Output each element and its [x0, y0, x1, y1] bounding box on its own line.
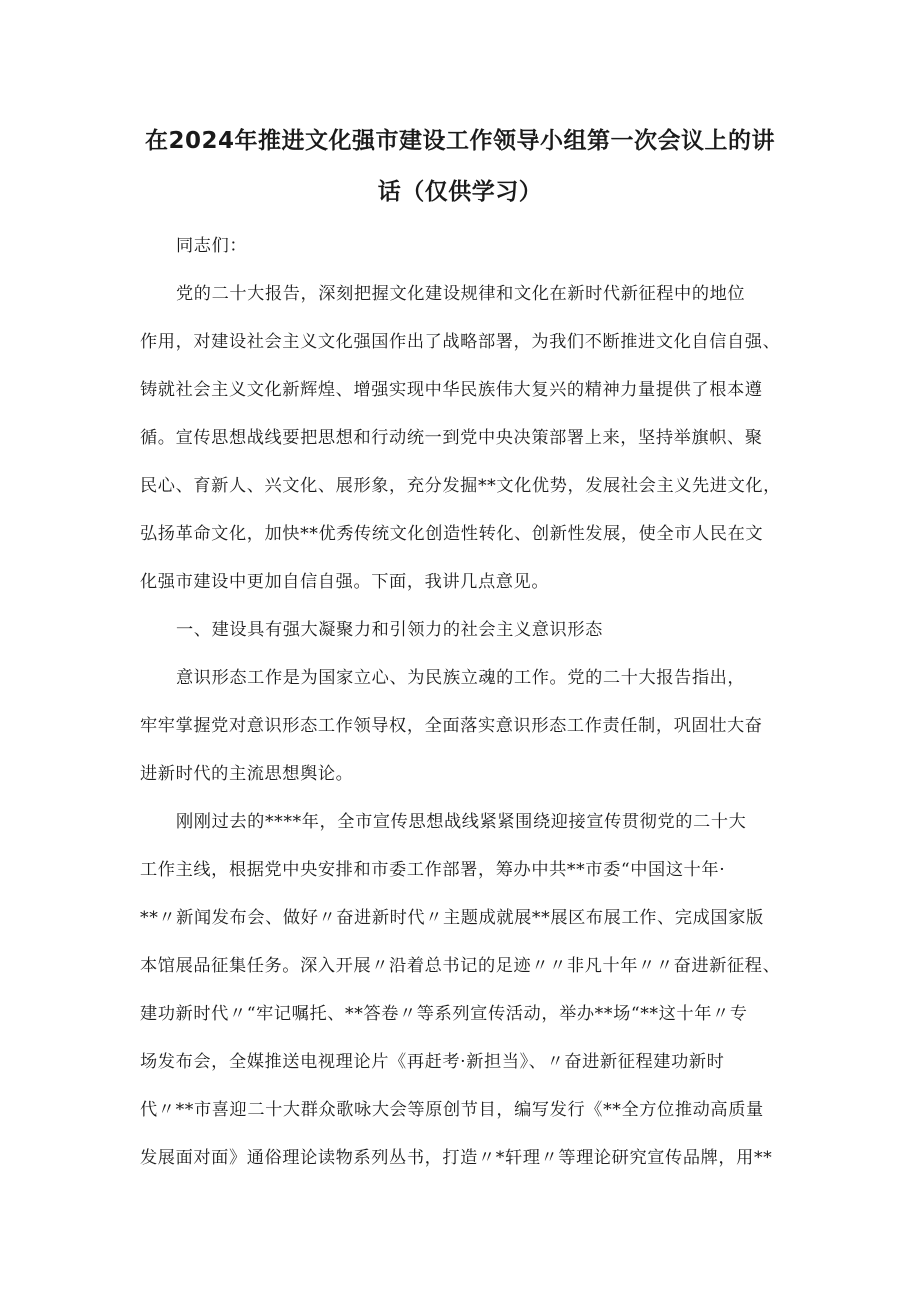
- section-heading: 一、建设具有强大凝聚力和引领力的社会主义意识形态: [176, 620, 603, 640]
- greeting: 同志们：: [176, 236, 248, 256]
- paragraph-line: **〃新闻发布会、做好〃奋进新时代〃主题成就展**展区布展工作、完成国家版: [140, 908, 764, 928]
- paragraph-line: 场发布会，全媒推送电视理论片《再赶考·新担当》、〃奋进新征程建功新时: [140, 1052, 725, 1072]
- paragraph-line: 党的二十大报告，深刻把握文化建设规律和文化在新时代新征程中的地位: [176, 284, 746, 304]
- paragraph-line: 进新时代的主流思想舆论。: [140, 764, 354, 784]
- paragraph-line: 本馆展品征集任务。深入开展〃沿着总书记的足迹〃〃非凡十年〃〃奋进新征程、: [140, 956, 781, 976]
- paragraph-line: 循。宣传思想战线要把思想和行动统一到党中央决策部署上来，坚持举旗帜、聚: [140, 428, 763, 448]
- paragraph-1: [140, 270, 790, 606]
- paragraph-line: 民心、育新人、兴文化、展形象，充分发掘**文化优势，发展社会主义先进文化，: [140, 476, 781, 496]
- paragraph-line: 铸就社会主义文化新辉煌、增强实现中华民族伟大复兴的精神力量提供了根本遵: [140, 380, 763, 400]
- paragraph-line: 作用，对建设社会主义文化强国作出了战略部署，为我们不断推进文化自信自强、: [140, 332, 781, 352]
- section-heading-1: [140, 606, 790, 654]
- paragraph-2: [140, 654, 790, 798]
- document-title-line-2: 话（仅供学习）: [377, 179, 543, 205]
- paragraph-line: 刚刚过去的****年，全市宣传思想战线紧紧围绕迎接宣传贯彻党的二十大: [176, 812, 747, 832]
- paragraph-line: 发展面对面》通俗理论读物系列丛书，打造〃*轩理〃等理论研究宣传品牌，用**: [140, 1148, 773, 1168]
- paragraph-line: 牢牢掌握党对意识形态工作领导权，全面落实意识形态工作责任制，巩固壮大奋: [140, 716, 763, 736]
- document-body: [140, 222, 790, 1182]
- paragraph-3: [140, 798, 790, 1182]
- paragraph-line: 化强市建设中更加自信自强。下面，我讲几点意见。: [140, 572, 550, 592]
- paragraph-line: 工作主线，根据党中央安排和市委工作部署，筹办中共**市委“中国这十年·: [140, 860, 726, 880]
- paragraph-line: 意识形态工作是为国家立心、为民族立魂的工作。党的二十大报告指出，: [176, 668, 746, 688]
- paragraph-line: 弘扬革命文化，加快**优秀传统文化创造性转化、创新性发展，使全市人民在文: [140, 524, 764, 544]
- paragraph-line: 代〃**市喜迎二十大群众歌咏大会等原创节目，编写发行《**全方位推动高质量: [140, 1100, 764, 1120]
- paragraph-line: 建功新时代〃“牢记嘱托、**答卷〃等系列宣传活动，举办**场“**这十年〃专: [140, 1004, 748, 1024]
- document-title-line-1: 在2024年推进文化强市建设工作领导小组第一次会议上的讲: [144, 128, 775, 154]
